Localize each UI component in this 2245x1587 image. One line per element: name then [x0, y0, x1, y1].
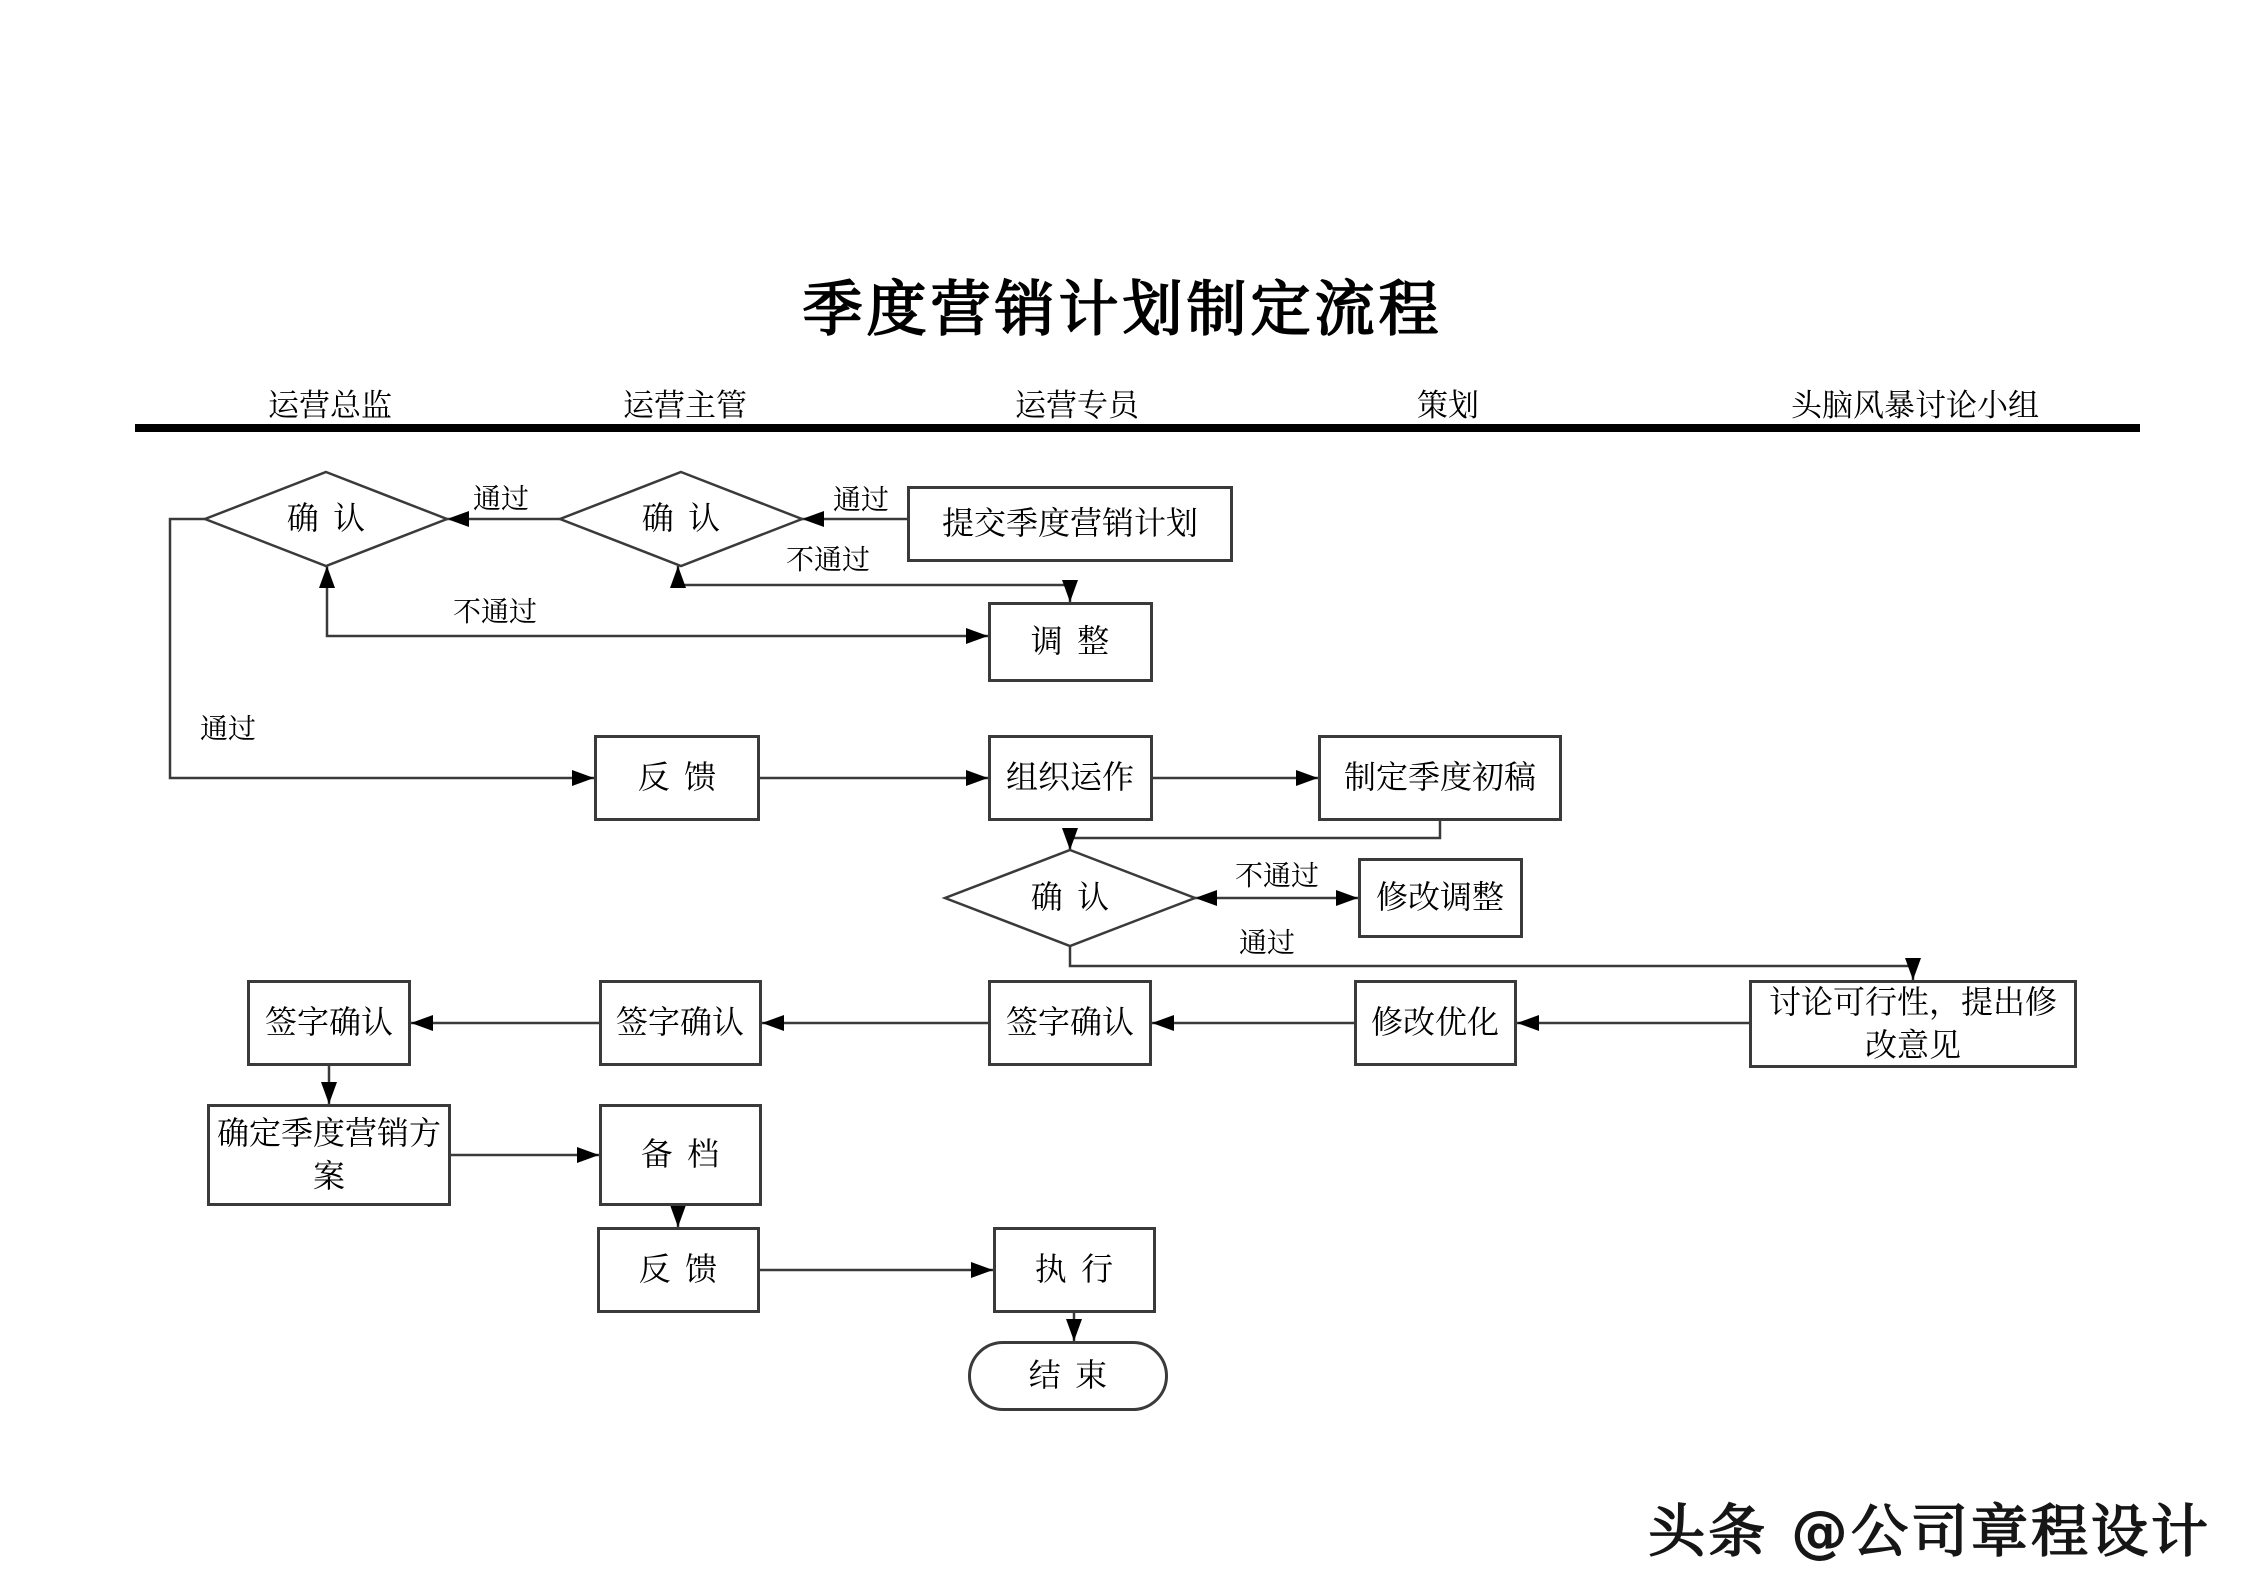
node-modify-adjust: 修改调整 — [1358, 858, 1523, 938]
lane-header-4: 策划 — [1417, 388, 1479, 423]
node-organize-operate: 组织运作 — [988, 735, 1153, 821]
node-feedback-1: 反馈 — [594, 735, 760, 821]
arrowhead-icon — [1152, 1015, 1174, 1031]
node-adjust: 调整 — [988, 602, 1153, 682]
arrowhead-icon — [762, 1015, 784, 1031]
edge-label-fail-supervisor: 不通过 — [785, 545, 871, 576]
node-sign-director: 签字确认 — [247, 980, 411, 1066]
page-title: 季度营销计划制定流程 — [802, 277, 1443, 343]
arrowhead-icon — [1517, 1015, 1539, 1031]
node-discuss-feasibility: 讨论可行性，提出修改意见 — [1749, 980, 2077, 1068]
node-feedback-2: 反馈 — [597, 1227, 760, 1313]
node-draft-quarter: 制定季度初稿 — [1318, 735, 1562, 821]
arrowhead-icon — [321, 1082, 337, 1104]
arrowhead-icon — [670, 566, 686, 588]
node-sign-specialist: 签字确认 — [988, 980, 1152, 1066]
edge-director-reject-adjust — [327, 566, 988, 636]
edge-label-fail-director: 不通过 — [452, 597, 538, 628]
arrowhead-icon — [1336, 890, 1358, 906]
arrowhead-icon — [966, 770, 988, 786]
node-submit-plan: 提交季度营销计划 — [907, 486, 1233, 562]
lane-header-1: 运营总监 — [268, 388, 392, 423]
lane-header-2: 运营主管 — [623, 388, 747, 423]
node-end: 结束 — [968, 1341, 1168, 1411]
watermark: 头条 @公司章程设计 — [1648, 1499, 2211, 1565]
arrowhead-icon — [319, 566, 335, 588]
arrowhead-icon — [966, 628, 988, 644]
lane-header-3: 运营专员 — [1015, 388, 1139, 423]
edge-label-pass-specialist: 通过 — [1238, 928, 1296, 959]
edge-label-pass-director: 通过 — [199, 714, 257, 745]
node-sign-supervisor: 签字确认 — [599, 980, 762, 1066]
arrowhead-icon — [577, 1147, 599, 1163]
node-confirm-final-plan: 确定季度营销方案 — [207, 1104, 451, 1206]
arrowhead-icon — [572, 770, 594, 786]
node-confirm-specialist: 确认 — [1030, 879, 1124, 916]
node-confirm-supervisor: 确认 — [641, 500, 735, 537]
edge-label-pass-supervisor-director: 通过 — [472, 484, 530, 515]
edge-label-pass-submit-supervisor: 通过 — [832, 485, 890, 516]
edge-draft-to-confirm — [1070, 821, 1440, 850]
arrowhead-icon — [1066, 1319, 1082, 1341]
arrowhead-icon — [1062, 580, 1078, 602]
node-modify-optimize: 修改优化 — [1354, 980, 1517, 1066]
arrowhead-icon — [971, 1262, 993, 1278]
arrowhead-icon — [411, 1015, 433, 1031]
node-archive: 备档 — [599, 1104, 762, 1206]
edge-specialist-pass-discuss — [1070, 946, 1913, 980]
node-execute: 执行 — [993, 1227, 1156, 1313]
arrowhead-icon — [1905, 958, 1921, 980]
arrowhead-icon — [670, 1205, 686, 1227]
edge-supervisor-reject-adjust — [678, 566, 1070, 602]
edge-label-fail-specialist: 不通过 — [1234, 861, 1320, 892]
lane-header-5: 头脑风暴讨论小组 — [1791, 388, 2039, 423]
node-confirm-director: 确认 — [286, 500, 380, 537]
arrowhead-icon — [1296, 770, 1318, 786]
